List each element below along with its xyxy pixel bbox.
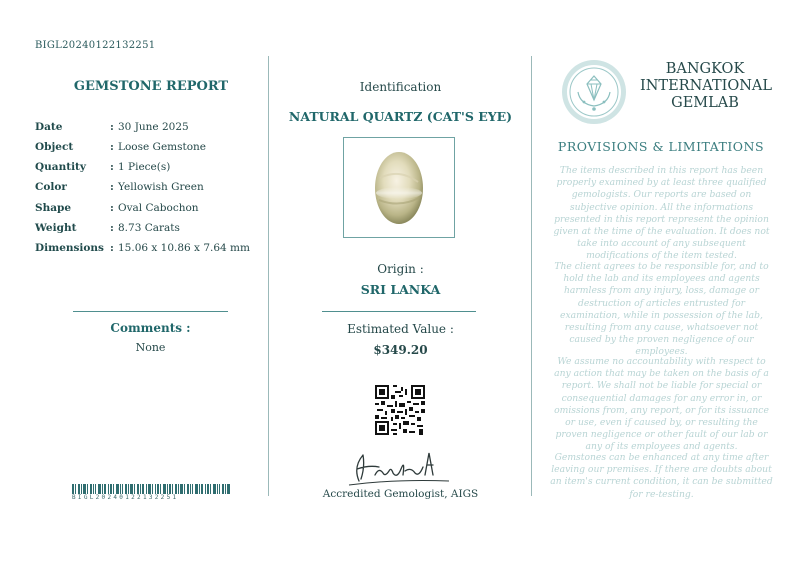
value-divider: [322, 311, 476, 312]
comments-divider: [73, 311, 228, 312]
stone-name: NATURAL QUARTZ (CAT'S EYE): [288, 109, 513, 124]
detail-label: Weight: [35, 222, 77, 234]
detail-value: 8.73 Carats: [118, 222, 180, 234]
lab-name: [640, 61, 773, 112]
detail-value: 15.06 x 10.86 x 7.64 mm: [118, 242, 250, 254]
comments-value: None: [135, 341, 166, 354]
detail-separator: :: [110, 242, 114, 254]
divider-left: [268, 56, 269, 496]
lab-name-line: BANGKOK: [665, 61, 745, 77]
detail-label: Date: [35, 121, 63, 133]
lab-name-line: GEMLAB: [671, 95, 739, 111]
origin-label: Origin :: [377, 262, 424, 276]
provisions-paragraph: We assume no accountability with respect to any action that may be taken on the basis of a report. We shall not be liable for special or consequential damages for any error in, or omissions from, any report, or for its issuance or use, even if caused by, or resulting the proven negligence or other fault of our lab or any of its employees and agents.: [554, 356, 769, 453]
detail-separator: :: [110, 161, 114, 173]
gemlab-seal-logo: [560, 58, 628, 126]
estimated-value-amount: $349.20: [373, 343, 428, 357]
identification-label: Identification: [359, 80, 442, 94]
detail-label: Object: [35, 141, 74, 153]
report-title: GEMSTONE REPORT: [73, 79, 229, 94]
detail-value: Loose Gemstone: [118, 141, 207, 153]
origin-value: SRI LANKA: [360, 282, 441, 297]
gemstone-image: [344, 138, 454, 237]
gemologist-title: Accredited Gemologist, AIGS: [322, 488, 479, 500]
provisions-title: PROVISIONS & LIMITATIONS: [557, 139, 765, 154]
detail-value: 30 June 2025: [118, 121, 189, 133]
detail-separator: :: [110, 202, 114, 214]
detail-label: Dimensions: [35, 242, 104, 254]
detail-label: Color: [35, 181, 67, 193]
detail-separator: :: [110, 121, 114, 133]
gemologist-signature: [345, 445, 455, 487]
detail-value: Oval Cabochon: [118, 202, 199, 214]
detail-separator: :: [110, 222, 114, 234]
report-id: BIGL20240122132251: [35, 40, 156, 51]
provisions-paragraph: Gemstones can be enhanced at any time after leaving our premises. If there are doubts about an item's current condition, it can be submitted for re-testing.: [550, 452, 773, 500]
provisions-paragraph: The client agrees to be responsible for, and to hold the lab and its employees and agents harmless from any injury, loss, damage or destruction of articles entrusted for examination, while in possession of the lab, resulting from any cause, whatsoever not caused by the proven negligence of our employees.: [554, 261, 769, 358]
barcode-text: BIGL20240122132251: [72, 494, 179, 501]
detail-label: Quantity: [35, 161, 87, 173]
divider-right: [531, 56, 532, 496]
detail-separator: :: [110, 141, 114, 153]
qr-code: [375, 385, 425, 435]
lab-name-line: INTERNATIONAL: [640, 78, 773, 94]
detail-separator: :: [110, 181, 114, 193]
detail-value: Yellowish Green: [118, 181, 204, 193]
comments-label: Comments :: [110, 321, 191, 335]
estimated-value-label: Estimated Value :: [347, 322, 454, 336]
gemstone-photo: [343, 137, 455, 238]
provisions-paragraph: The items described in this report has been properly examined by at least three qualified gemologists. Our reports are based on subjective opinion. All the informations presented in this report represent the opinion given at the time of the evaluation. It does not take into account of any subsequent modifications of the item tested.: [553, 165, 770, 262]
detail-label: Shape: [35, 202, 72, 214]
detail-value: 1 Piece(s): [118, 161, 171, 173]
